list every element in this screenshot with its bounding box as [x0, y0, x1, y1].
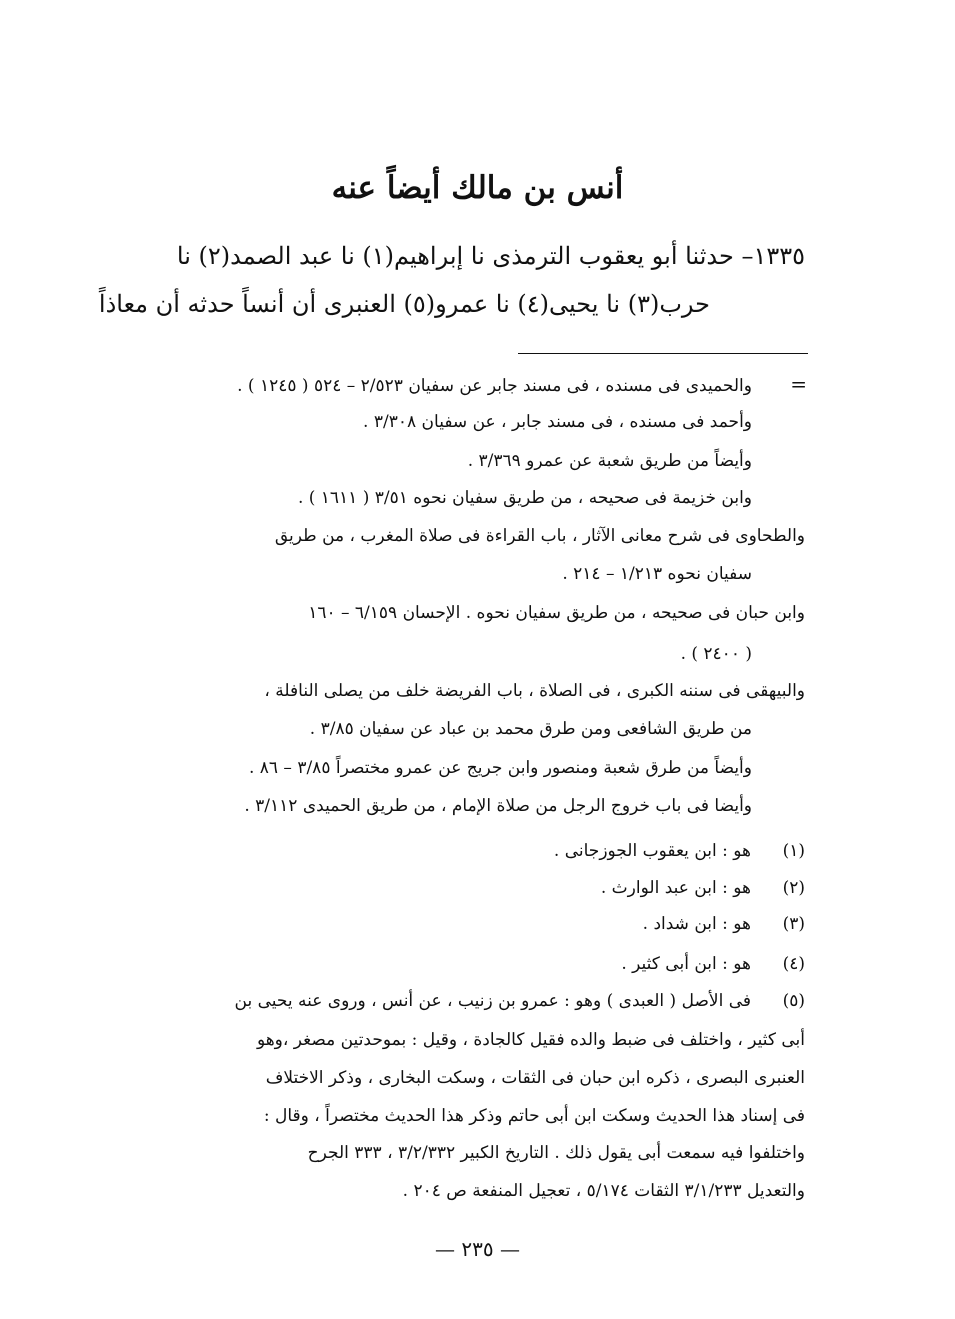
- footnote-1: [155, 835, 805, 867]
- page-title: أنس بن مالك أيضاً عنه: [331, 170, 624, 206]
- page-number: — ٢٣٥ —: [435, 1237, 520, 1261]
- footnote-5-line: والتعديل ٣/١/٢٣٣ الثقات ٥/١٧٤ ، تعجيل المنفعة ص ٢٠٤ .: [402, 1181, 805, 1201]
- footnote-4: [155, 948, 805, 980]
- footnote-5-line: فى إسناد هذا الحديث وسكت ابن أبى حاتم وذكر هذا الحديث مختصراً ، وقال :: [263, 1106, 805, 1126]
- hadith-text: [98, 232, 805, 328]
- footnote-3: [155, 908, 805, 940]
- takhrij-line: وابن خزيمة فى صحيحه ، من طريق سفيان نحوه ٣/٥١ ( ١٦١١ ) .: [297, 488, 752, 508]
- takhrij-line: وابن حبان فى صحيحه ، من طريق سفيان نحوه . الإحسان ٦/١٥٩ – ١٦٠: [308, 603, 805, 623]
- takhrij-line: والحميدى فى مسنده ، فى مسند جابر عن سفيان ٢/٥٢٣ – ٥٢٤ ( ١٢٤٥ ) .: [237, 376, 752, 396]
- footnote-text: هو : ابن أبى كثير .: [621, 954, 751, 974]
- footnote-5-line: واختلفوا فيه سمعت أبى يقول ذلك . التاريخ الكبير ٣/٢/٣٣٢ ، ٣٣٣ الجرح: [307, 1143, 805, 1163]
- footnote-number: (٣): [782, 914, 805, 934]
- takhrij-line: سفيان نحوه ١/٢١٣ – ٢١٤ .: [562, 564, 752, 584]
- footnote-number: (٤): [782, 954, 805, 974]
- hadith-line-1: ١٣٣٥– حدثنا أبو يعقوب الترمذى نا إبراهيم(١) نا عبد الصمد(٢) نا: [176, 242, 805, 270]
- takhrij-line: والبيهقى فى سننه الكبرى ، فى الصلاة ، باب الفريضة خلف من يصلى النافلة ،: [264, 681, 805, 701]
- takhrij-line: وأيضا فى باب خروج الرجل من صلاة الإمام ، من طريق الحميدى ٣/١١٢ .: [244, 796, 752, 816]
- footnote-number: (٥): [782, 991, 805, 1011]
- takhrij-line: وأيضاً من طريق شعبة عن عمرو ٣/٣٦٩ .: [467, 451, 752, 471]
- footnote-2: [155, 872, 805, 904]
- footnote-5: [155, 985, 805, 1017]
- footnote-text: هو : ابن شداد .: [642, 914, 751, 934]
- takhrij-line: من طريق الشافعى ومن طرق محمد بن عباد عن سفيان ٣/٨٥ .: [309, 719, 752, 739]
- takhrij-line: وأحمد فى مسنده ، فى مسند جابر ، عن سفيان ٣/٣٠٨ .: [363, 412, 752, 432]
- footnote-5-line: أبى كثير ، واختلف فى ضبط والده فقيل كالجادة ، وقيل : بموحدتين مصغر ،وهو: [256, 1030, 805, 1050]
- footnote-text: هو : ابن عبد الوارث .: [600, 878, 751, 898]
- takhrij-line: ( ٢٤٠٠ ) .: [680, 644, 752, 664]
- footnote-text: فى الأصل ( العبدى ) وهو : عمرو بن زنيب ، عن أنس ، وروى عنه يحيى بن: [234, 991, 751, 1011]
- continuation-mark: =: [790, 372, 807, 396]
- footnote-separator: [518, 353, 808, 354]
- takhrij-line: والطحاوى فى شرح معانى الآثار ، باب القراءة فى صلاة المغرب ، من طريق: [274, 526, 805, 546]
- footnote-number: (٢): [782, 878, 805, 898]
- hadith-line-2: حرب(٣) نا يحيى(٤) نا عمرو(٥) العنبرى أن أنساً حدثه أن معاذاً: [98, 290, 710, 318]
- footnote-number: (١): [782, 841, 805, 861]
- takhrij-line: وأيضاً من طرق شعبة ومنصور وابن جريج عن عمرو مختصراً ٣/٨٥ – ٨٦ .: [248, 758, 752, 778]
- footnote-text: هو : ابن يعقوب الجوزجانى .: [553, 841, 751, 861]
- footnote-5-line: العنبرى البصرى ، ذكره ابن حبان فى الثقات ، وسكت البخارى ، وذكر الاختلاف: [265, 1068, 805, 1088]
